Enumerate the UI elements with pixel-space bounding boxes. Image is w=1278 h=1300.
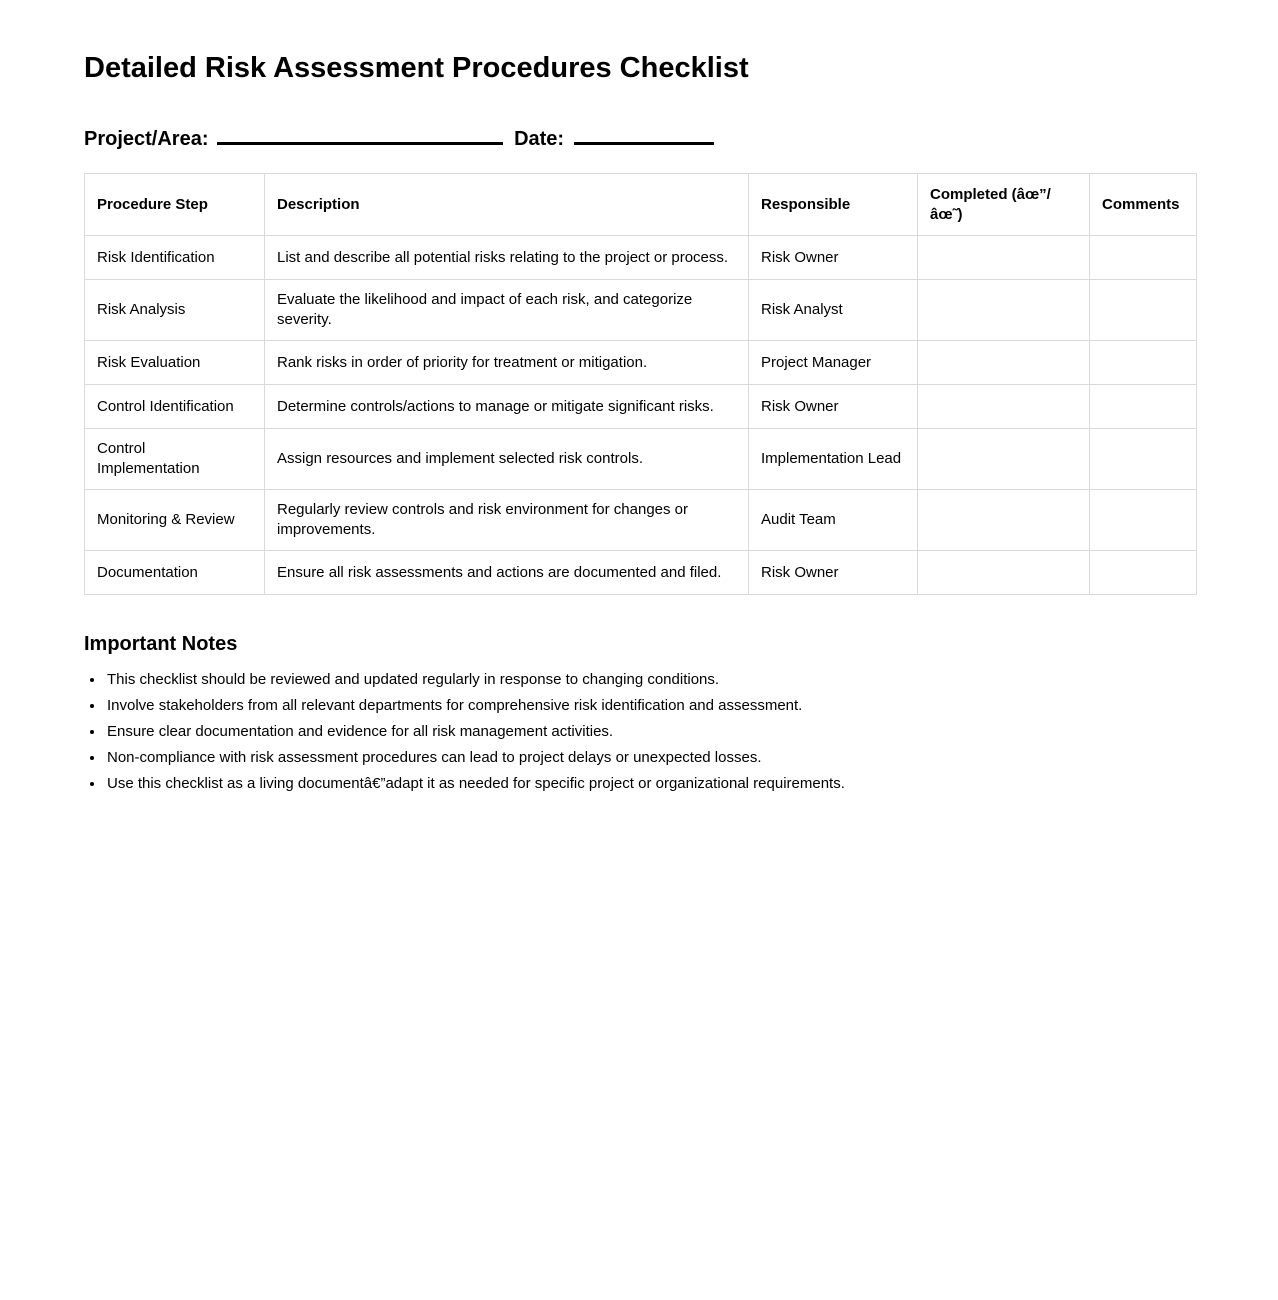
table-row bbox=[85, 429, 1197, 490]
date-blank-field bbox=[574, 125, 714, 145]
table-row bbox=[85, 236, 1197, 280]
step-cell: Documentation bbox=[85, 551, 265, 595]
comments-cell bbox=[1090, 490, 1197, 551]
description-cell: List and describe all potential risks relating to the project or process. bbox=[265, 236, 749, 280]
note-item: • Involve stakeholders from all relevant departments for comprehensive risk identification and assessment. bbox=[105, 696, 1196, 716]
note-item: • Use this checklist as a living documentâ€”adapt it as needed for specific project or organizational requirements. bbox=[105, 774, 1196, 794]
comments-cell bbox=[1090, 385, 1197, 429]
responsible-cell: Implementation Lead bbox=[749, 429, 918, 490]
table-row bbox=[85, 280, 1197, 341]
notes-heading: Important Notes bbox=[84, 633, 238, 655]
description-cell: Assign resources and implement selected risk controls. bbox=[265, 429, 749, 490]
completed-cell bbox=[918, 490, 1090, 551]
responsible-cell: Risk Owner bbox=[749, 236, 918, 280]
description-cell: Rank risks in order of priority for treatment or mitigation. bbox=[265, 341, 749, 385]
step-cell: Control Implementation bbox=[85, 429, 265, 490]
procedures-table bbox=[84, 173, 1197, 595]
completed-cell bbox=[918, 551, 1090, 595]
note-item: • This checklist should be reviewed and updated regularly in response to changing conditions. bbox=[105, 670, 1196, 690]
completed-cell bbox=[918, 341, 1090, 385]
project-area-blank-field bbox=[217, 125, 503, 145]
table-row bbox=[85, 490, 1197, 551]
note-item: • Non-compliance with risk assessment procedures can lead to project delays or unexpected losses. bbox=[105, 748, 1196, 768]
comments-cell bbox=[1090, 280, 1197, 341]
col-header-comments: Comments bbox=[1090, 174, 1197, 236]
completed-cell bbox=[918, 429, 1090, 490]
step-cell: Monitoring & Review bbox=[85, 490, 265, 551]
responsible-cell: Audit Team bbox=[749, 490, 918, 551]
note-item: • Ensure clear documentation and evidence for all risk management activities. bbox=[105, 722, 1196, 742]
description-cell: Ensure all risk assessments and actions are documented and filed. bbox=[265, 551, 749, 595]
project-area-label: Project/Area: bbox=[84, 128, 209, 150]
comments-cell bbox=[1090, 341, 1197, 385]
responsible-cell: Project Manager bbox=[749, 341, 918, 385]
comments-cell bbox=[1090, 236, 1197, 280]
comments-cell bbox=[1090, 551, 1197, 595]
col-header-description: Description bbox=[265, 174, 749, 236]
description-cell: Determine controls/actions to manage or mitigate significant risks. bbox=[265, 385, 749, 429]
description-cell: Evaluate the likelihood and impact of each risk, and categorize severity. bbox=[265, 280, 749, 341]
step-cell: Risk Analysis bbox=[85, 280, 265, 341]
responsible-cell: Risk Owner bbox=[749, 385, 918, 429]
page-title: Detailed Risk Assessment Procedures Checklist bbox=[84, 52, 749, 84]
completed-cell bbox=[918, 280, 1090, 341]
col-header-completed: Completed (âœ”/âœ˜) bbox=[918, 174, 1090, 236]
description-cell: Regularly review controls and risk environment for changes or improvements. bbox=[265, 490, 749, 551]
completed-cell bbox=[918, 385, 1090, 429]
col-header-responsible: Responsible bbox=[749, 174, 918, 236]
table-header-row bbox=[85, 174, 1197, 236]
responsible-cell: Risk Analyst bbox=[749, 280, 918, 341]
completed-cell bbox=[918, 236, 1090, 280]
col-header-procedure-step: Procedure Step bbox=[85, 174, 265, 236]
table-row bbox=[85, 385, 1197, 429]
responsible-cell: Risk Owner bbox=[749, 551, 918, 595]
comments-cell bbox=[1090, 429, 1197, 490]
step-cell: Risk Identification bbox=[85, 236, 265, 280]
notes-list bbox=[84, 670, 1196, 794]
table-row bbox=[85, 341, 1197, 385]
step-cell: Risk Evaluation bbox=[85, 341, 265, 385]
project-date-row bbox=[84, 125, 1196, 151]
step-cell: Control Identification bbox=[85, 385, 265, 429]
table-row bbox=[85, 551, 1197, 595]
date-label: Date: bbox=[514, 128, 565, 150]
